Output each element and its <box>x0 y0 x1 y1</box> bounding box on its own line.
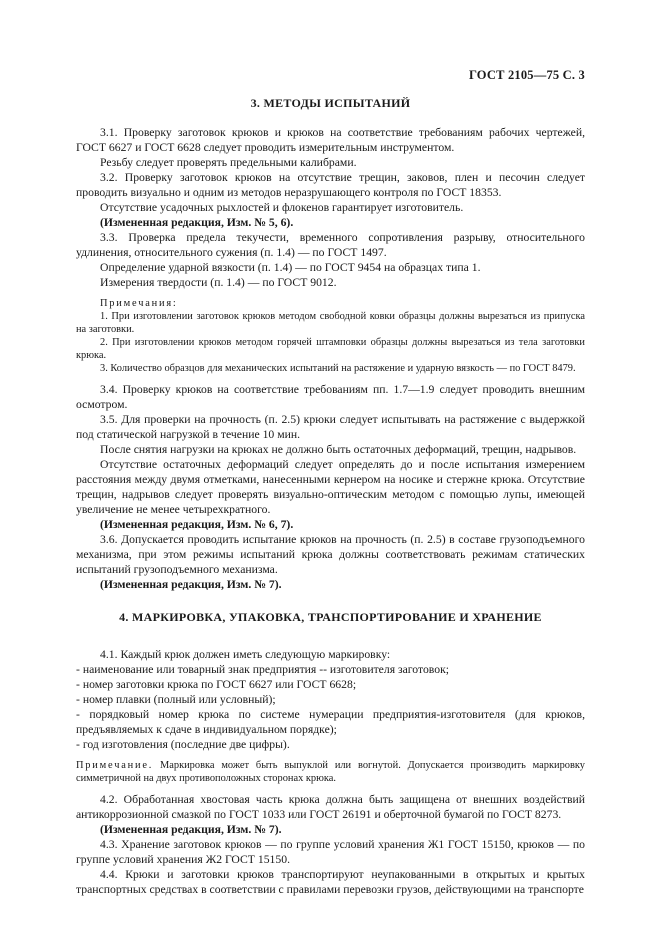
list-item: - год изготовления (последние две цифры). <box>76 738 290 751</box>
paragraph-3-2-shrinkage: Отсутствие усадочных рыхлостей и флокенов гарантирует изготовитель. <box>100 201 464 214</box>
marking-note <box>76 759 585 785</box>
paragraph-3-2: 3.2. Проверку заготовок крюков на отсутствие трещин, заковов, плен и песочин следует проводить визуально и одним из методов неразрушающего контроля по ГОСТ 18353. <box>76 171 585 199</box>
paragraph-3-3-hardness: Измерения твердости (п. 1.4) — по ГОСТ 9012. <box>100 276 337 289</box>
list-item: - номер заготовки крюка по ГОСТ 6627 или ГОСТ 6628; <box>76 678 357 691</box>
paragraph-3-4: 3.4. Проверку крюков на соответствие требованиям пп. 1.7—1.9 следует проводить внешним осмотром. <box>76 383 585 411</box>
paragraph-3-5-deformation: Отсутствие остаточных деформаций следует определять до и после испытания измерением расстояния между двумя отметками, нанесенными кернером на носике и стержне крюка. Отсутствие трещин, надрывов следует проверять визуально-оптическим методом с помощью лупы, имеющей увеличение не менее четырехкратного. <box>76 458 585 516</box>
edition-note: (Измененная редакция, Изм. № 7). <box>100 578 282 591</box>
paragraph-3-3-impact: Определение ударной вязкости (п. 1.4) — по ГОСТ 9454 на образцах типа 1. <box>100 261 481 274</box>
paragraph-3-5-after: После снятия нагрузки на крюках не должно быть остаточных деформаций, трещин, надрывов. <box>100 443 577 456</box>
section-4-title: 4. МАРКИРОВКА, УПАКОВКА, ТРАНСПОРТИРОВАНИЕ И ХРАНЕНИЕ <box>119 610 542 624</box>
paragraph-4-2: 4.2. Обработанная хвостовая часть крюка должна быть защищена от внешних воздействий антикоррозионной смазкой по ГОСТ 1033 или ГОСТ 26191 и оберточной бумагой по ГОСТ 8273. <box>76 793 585 821</box>
note-3: 3. Количество образцов для механических испытаний на растяжение и ударную вязкость — по ГОСТ 8479. <box>100 363 576 374</box>
note-text: Маркировка может быть выпуклой или вогнутой. Допускается производить маркировку симметричной на двух противоположных сторонах крюка. <box>76 760 585 784</box>
edition-note: (Измененная редакция, Изм. № 7). <box>100 823 282 836</box>
paragraph-3-3: 3.3. Проверка предела текучести, временного сопротивления разрыву, относительного удлинения, относительного сужения (п. 1.4) — по ГОСТ 1497. <box>76 231 585 259</box>
section-3-title: 3. МЕТОДЫ ИСПЫТАНИЙ <box>250 96 411 110</box>
note-label: Примечание. <box>76 760 154 771</box>
list-item: - наименование или товарный знак предприятия -- изготовителя заготовок; <box>76 663 449 676</box>
paragraph-3-1-thread: Резьбу следует проверять предельными калибрами. <box>100 156 357 169</box>
paragraph-4-4: 4.4. Крюки и заготовки крюков транспортируют неупакованными в открытых и крытых транспортных средствах в соответствии с правилами перевозки грузов, действующими на транспорте <box>76 868 585 896</box>
edition-note: (Измененная редакция, Изм. № 5, 6). <box>100 216 294 229</box>
paragraph-3-1: 3.1. Проверку заготовок крюков и крюков на соответствие требованиям рабочих чертежей, ГОСТ 6627 и ГОСТ 6628 следует проводить измерительным инструментом. <box>76 126 585 154</box>
edition-note: (Измененная редакция, Изм. № 6, 7). <box>100 518 294 531</box>
paragraph-4-3: 4.3. Хранение заготовок крюков — по группе условий хранения Ж1 ГОСТ 15150, крюков — по группе условий хранения Ж2 ГОСТ 15150. <box>76 838 585 866</box>
note-1: 1. При изготовлении заготовок крюков методом свободной ковки образцы должны вырезаться из припуска на заготовки. <box>76 311 585 335</box>
page-header: ГОСТ 2105—75 С. 3 <box>468 68 585 82</box>
paragraph-3-5: 3.5. Для проверки на прочность (п. 2.5) крюки следует испытывать на растяжение с выдержкой под статической нагрузкой в течение 10 мин. <box>76 413 585 441</box>
list-item: - номер плавки (полный или условный); <box>76 693 276 706</box>
notes-label: Примечания: <box>100 298 178 309</box>
paragraph-4-1: 4.1. Каждый крюк должен иметь следующую маркировку: <box>100 648 391 661</box>
note-2: 2. При изготовлении крюков методом горячей штамповки образцы должны вырезаться из тела заготовки крюка. <box>76 337 585 361</box>
paragraph-3-6: 3.6. Допускается проводить испытание крюков на прочность (п. 2.5) в составе грузоподъемного механизма, при этом режимы испытаний крюка должны соответствовать режимам статических испытаний грузоподъемного механизма. <box>76 533 585 576</box>
page-content <box>76 96 585 897</box>
list-item: - порядковый номер крюка по системе нумерации предприятия-изготовителя (для крюков, предъявляемых к сдаче в индивидуальном порядке); <box>76 708 585 736</box>
